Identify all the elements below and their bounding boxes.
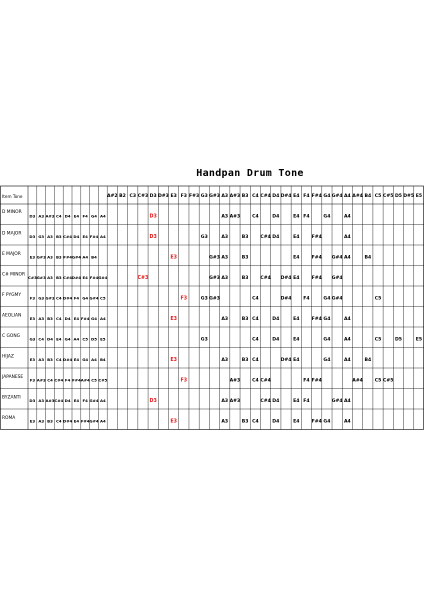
note-header: E4: [293, 194, 300, 199]
tone-cell: A#3: [45, 398, 55, 403]
tone-cell: F#4: [89, 234, 99, 239]
note-mark: C4: [252, 378, 259, 384]
tone-cell: B4: [91, 254, 97, 260]
scale-name: E MAJOR: [2, 252, 21, 257]
scale-name: D MAJOR: [2, 231, 22, 237]
tone-cell: C#4: [54, 377, 64, 383]
tone-cell: G#3: [36, 275, 46, 280]
note-mark: E4: [293, 419, 300, 425]
note-header: G4: [323, 194, 331, 199]
tone-cell: F4: [82, 398, 88, 403]
note-mark: F4: [303, 214, 310, 220]
tone-cell: A3: [38, 398, 45, 403]
note-mark: B3: [241, 255, 249, 261]
tone-cell: B3: [47, 418, 53, 424]
root-note-mark: F3: [180, 378, 188, 384]
note-mark: D5: [394, 337, 402, 343]
tone-cell: G#4: [89, 418, 99, 424]
note-header: D#3: [157, 194, 169, 199]
note-header: C3: [129, 194, 137, 199]
tone-cell: G4: [64, 336, 71, 342]
note-header: G3: [200, 194, 208, 199]
tone-cell: G4: [82, 357, 89, 362]
note-header: C#5: [383, 194, 394, 199]
tone-cell: E3: [29, 418, 36, 424]
tone-cell: G4: [91, 316, 97, 321]
note-mark: C#4: [260, 235, 271, 240]
note-mark: B3: [241, 358, 249, 363]
note-mark: D4: [272, 235, 280, 240]
tone-cell: A4: [99, 418, 106, 424]
note-mark: E4: [293, 214, 300, 220]
tone-cell: E4: [73, 316, 80, 321]
tone-cell: E5: [100, 336, 106, 342]
note-mark: F4: [303, 399, 310, 404]
tone-cell: A3: [38, 213, 45, 219]
tone-cell: B3: [47, 316, 53, 321]
tone-cell: A#4: [80, 377, 90, 383]
note-mark: A4: [343, 255, 351, 261]
tone-cell: C5: [91, 377, 97, 383]
root-note-mark: E3: [170, 358, 177, 363]
root-note-mark: E3: [170, 255, 177, 261]
tone-cell: D4: [64, 213, 71, 219]
note-header: E3: [170, 194, 177, 199]
note-mark: G4: [323, 419, 331, 425]
note-header: C#4: [260, 194, 271, 199]
note-mark: G3: [200, 337, 208, 343]
tone-cell: F#4: [72, 377, 81, 383]
scale-name: ROMA: [2, 416, 16, 421]
note-mark: E4: [293, 358, 300, 363]
tone-cell: G#4: [98, 275, 108, 280]
note-mark: G3: [200, 235, 208, 240]
note-header: E5: [415, 194, 423, 199]
tone-cell: A4: [91, 357, 97, 362]
tone-cell: F#4: [80, 418, 90, 424]
note-header: B4: [364, 194, 372, 199]
tone-cell: E4: [56, 336, 62, 342]
note-mark: G4: [323, 296, 331, 302]
tone-cell: E4: [73, 398, 80, 403]
tone-cell: D4: [64, 316, 71, 321]
note-mark: E4: [293, 276, 300, 281]
tone-cell: G#4: [89, 295, 99, 301]
note-mark: C5: [374, 296, 382, 302]
scale-name: D MINOR: [2, 210, 22, 215]
note-mark: A3: [221, 255, 229, 261]
note-mark: G#4: [331, 296, 343, 302]
note-mark: C#5: [383, 378, 394, 384]
note-header: A#3: [229, 194, 241, 199]
note-mark: C#4: [260, 276, 271, 281]
tone-cell: F#4: [89, 275, 99, 280]
root-note-mark: D3: [149, 399, 157, 404]
note-header: A#2: [107, 194, 118, 199]
tone-cell: A4: [99, 213, 106, 219]
note-mark: C4: [252, 337, 259, 343]
tone-cell: A3: [47, 234, 53, 239]
tone-cell: A4: [99, 234, 106, 239]
note-header: D5: [394, 194, 402, 199]
note-mark: A#4: [352, 378, 363, 384]
note-mark: C5: [374, 378, 382, 384]
tone-cell: G#3: [45, 295, 55, 301]
note-mark: C4: [252, 214, 259, 220]
note-header: G#3: [209, 194, 220, 199]
scale-name: F PYGMY: [2, 293, 22, 298]
tone-cell: G3: [38, 295, 45, 301]
note-mark: C#4: [260, 399, 271, 404]
scale-name: JAPANESE: [2, 375, 24, 380]
root-note-mark: E3: [170, 419, 177, 425]
note-mark: A3: [221, 419, 229, 425]
note-mark: G#3: [209, 255, 220, 261]
tone-cell: C4: [56, 357, 62, 362]
note-mark: B3: [241, 276, 249, 281]
tone-cell: A#3: [36, 377, 46, 383]
note-mark: D#4: [280, 358, 292, 363]
note-mark: A4: [343, 214, 351, 220]
note-mark: D#4: [280, 276, 292, 281]
note-mark: D4: [272, 399, 280, 404]
note-mark: A4: [343, 235, 351, 240]
note-mark: A3: [221, 399, 229, 404]
note-header: F4: [303, 194, 310, 199]
scale-name: HIJAZ: [2, 354, 14, 360]
tone-cell: F4: [82, 213, 88, 219]
note-mark: C4: [252, 419, 259, 425]
tone-cell: A3: [47, 275, 53, 280]
note-mark: E4: [293, 337, 300, 343]
tone-cell: C4: [56, 418, 62, 424]
note-header: D4: [272, 194, 280, 199]
note-mark: E5: [415, 337, 423, 343]
tone-cell: E4: [82, 275, 88, 280]
tone-cell: E4: [82, 234, 88, 239]
tone-cell: C#4: [63, 275, 73, 280]
tone-cell: C4: [56, 295, 62, 301]
note-mark: A4: [343, 419, 351, 425]
tone-cell: C4: [38, 336, 44, 342]
tone-cell: C4: [56, 213, 62, 219]
tone-cell: A#3: [45, 213, 55, 219]
tone-cell: E4: [73, 213, 80, 219]
note-mark: D4: [272, 317, 280, 322]
root-note-mark: D3: [149, 214, 157, 220]
note-mark: G#4: [331, 399, 343, 404]
tone-cell: D3: [29, 398, 36, 403]
tone-cell: C4: [56, 316, 62, 321]
tone-cell: G3: [38, 234, 45, 239]
tone-cell: D4: [47, 336, 53, 342]
note-mark: D4: [272, 337, 280, 343]
note-header: D#4: [280, 194, 292, 199]
note-mark: B4: [364, 255, 372, 261]
tone-cell: G4: [82, 295, 89, 301]
tone-cell: C#3: [27, 275, 37, 280]
note-mark: G#4: [331, 276, 343, 281]
note-mark: G#4: [331, 255, 343, 261]
note-header: C#3: [137, 194, 149, 199]
note-mark: G4: [323, 337, 331, 343]
scale-name: AEOLIAN: [2, 313, 22, 319]
note-mark: E4: [293, 235, 300, 240]
note-header: D#5: [403, 194, 415, 199]
tone-cell: E3: [29, 357, 36, 362]
tone-cell: A4: [99, 398, 106, 403]
tone-cell: G#4: [89, 398, 99, 403]
note-mark: A4: [343, 358, 351, 363]
tone-cell: D5: [91, 336, 97, 342]
note-mark: G#3: [209, 296, 220, 302]
tone-cell: G4: [91, 213, 97, 219]
tone-cell: A4: [73, 336, 80, 342]
tone-cell: A3: [47, 254, 53, 260]
note-mark: F#4: [311, 276, 322, 281]
note-mark: F#4: [311, 419, 322, 425]
tone-cell: C#4: [63, 234, 73, 239]
scale-name: C GONG: [2, 334, 21, 339]
tone-cell: E4: [73, 357, 80, 362]
note-header: F#3: [188, 194, 200, 199]
tone-cell: D#4: [62, 357, 73, 362]
tone-cell: D4: [73, 234, 80, 239]
tone-cell: B3: [55, 234, 62, 239]
tone-cell: A3: [38, 316, 45, 321]
note-mark: A3: [221, 235, 229, 240]
title-text: Handpan Drum Tone: [196, 168, 304, 179]
note-mark: G4: [323, 317, 331, 322]
note-mark: C4: [252, 317, 259, 322]
tone-cell: C#4: [54, 398, 64, 403]
note-header: F#4: [311, 194, 322, 199]
note-header: A#4: [352, 194, 363, 199]
tone-cell: B3: [55, 254, 62, 260]
note-mark: B3: [241, 235, 249, 240]
scale-name: C# MINOR: [2, 272, 26, 278]
note-header: C5: [374, 194, 382, 199]
note-mark: F#4: [311, 378, 322, 384]
root-note-mark: C#3: [137, 276, 149, 281]
note-mark: E4: [293, 317, 300, 322]
tone-cell: E3: [29, 254, 36, 260]
note-mark: G4: [323, 358, 331, 363]
scale-name: BYZANTI: [2, 395, 21, 401]
note-mark: A4: [343, 317, 351, 322]
tone-cell: B3: [55, 275, 62, 280]
note-mark: A#3: [229, 399, 241, 404]
tone-cell: A4: [82, 254, 89, 260]
note-mark: A4: [343, 337, 351, 343]
note-mark: G3: [200, 296, 208, 302]
note-mark: A3: [221, 317, 229, 322]
note-mark: A3: [221, 214, 229, 220]
tone-cell: D3: [29, 213, 36, 219]
note-mark: D#4: [280, 296, 292, 302]
note-mark: A#3: [229, 214, 241, 220]
tone-cell: G#4: [71, 254, 81, 260]
tone-cell: C#5: [98, 377, 108, 383]
note-mark: A3: [221, 358, 229, 363]
table-frame: [1, 186, 424, 430]
tone-cell: F#4: [80, 316, 90, 321]
tone-cell: G3: [29, 336, 36, 342]
tone-cell: B4: [99, 357, 106, 362]
note-mark: D4: [272, 419, 280, 425]
note-mark: E4: [293, 255, 300, 261]
tone-cell: E4: [73, 418, 80, 424]
tone-cell: A4: [99, 316, 106, 321]
root-note-mark: F3: [180, 296, 188, 302]
note-header: C4: [252, 194, 259, 199]
note-mark: A3: [221, 276, 229, 281]
tone-cell: F4: [73, 295, 80, 301]
note-mark: F#4: [311, 255, 322, 261]
note-header: D3: [149, 194, 157, 199]
note-header: A3: [221, 194, 229, 199]
note-mark: F4: [303, 378, 310, 384]
tone-cell: D4: [64, 398, 71, 403]
note-header: B3: [241, 194, 249, 199]
note-mark: C#4: [260, 378, 271, 384]
note-header: F3: [180, 194, 188, 199]
root-note-mark: E3: [170, 317, 177, 322]
tone-cell: D#4: [62, 418, 73, 424]
tone-cell: C4: [47, 377, 53, 383]
note-mark: B3: [241, 317, 249, 322]
note-mark: C4: [252, 358, 259, 363]
tone-cell: A3: [38, 418, 45, 424]
tone-cell: A3: [38, 357, 45, 362]
note-header: A4: [343, 194, 351, 199]
tone-cell: F4: [64, 377, 71, 383]
tone-cell: D#4: [71, 275, 82, 280]
note-mark: F#4: [311, 235, 322, 240]
note-mark: B4: [364, 358, 372, 363]
note-mark: E4: [293, 399, 300, 404]
note-mark: A4: [343, 399, 351, 404]
note-mark: B3: [241, 419, 249, 425]
note-mark: C4: [252, 296, 259, 302]
note-mark: C5: [374, 337, 382, 343]
note-mark: A#3: [229, 378, 241, 384]
note-header: G#4: [331, 194, 343, 199]
note-mark: F#4: [311, 317, 322, 322]
tone-cell: E3: [29, 316, 36, 321]
tone-cell: F#4: [63, 254, 72, 260]
tone-cell: D3: [29, 234, 36, 239]
tone-cell: G#3: [36, 254, 46, 260]
tone-cell: C5: [82, 336, 88, 342]
note-header: B2: [119, 194, 126, 199]
note-mark: D4: [272, 214, 280, 220]
tone-cell: F3: [29, 295, 36, 301]
tone-cell: F3: [29, 377, 36, 383]
header-item-label: Item Tone: [2, 194, 23, 199]
tone-cell: B3: [47, 357, 53, 362]
note-mark: G4: [323, 214, 331, 220]
tone-cell: D#4: [62, 295, 73, 301]
tone-cell: C5: [100, 295, 106, 301]
note-mark: F4: [303, 296, 310, 302]
root-note-mark: D3: [149, 235, 157, 240]
note-mark: G#3: [209, 276, 220, 281]
